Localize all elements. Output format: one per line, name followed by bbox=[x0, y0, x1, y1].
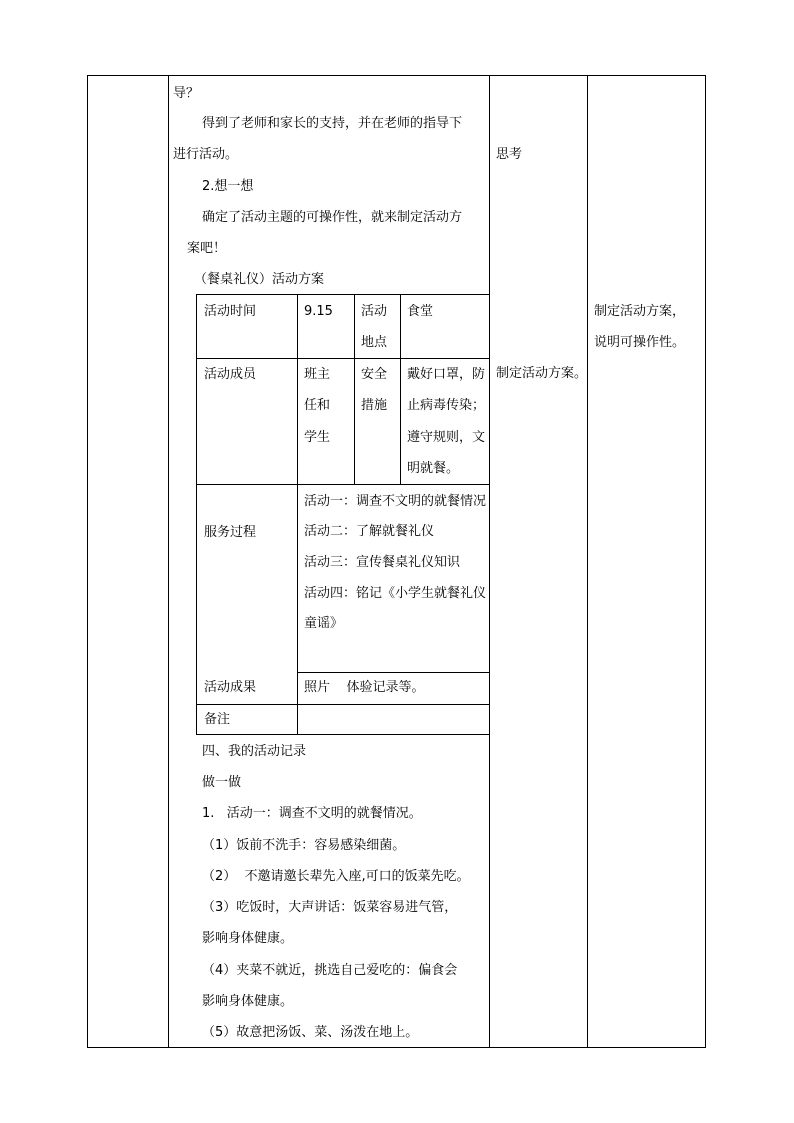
cell-label-safety: 措施 bbox=[361, 398, 388, 413]
column-divider-1 bbox=[168, 76, 169, 1047]
process-item: 活动三：宣传餐桌礼仪知识 bbox=[304, 555, 461, 570]
cell-value-safety: 明就餐。 bbox=[407, 461, 460, 476]
cell-label-place: 地点 bbox=[361, 335, 388, 350]
cell-value-time: 9.15 bbox=[304, 304, 333, 319]
section-heading-do: 做一做 bbox=[202, 775, 242, 790]
process-item: 童谣》 bbox=[304, 616, 344, 631]
table-border bbox=[197, 484, 489, 485]
list-item: 影响身体健康。 bbox=[202, 994, 294, 1009]
activity-plan-table bbox=[196, 294, 489, 735]
cell-label-time: 活动时间 bbox=[204, 304, 257, 319]
design-note: 说明可操作性。 bbox=[594, 335, 686, 350]
list-item: （4）夹菜不就近，挑选自己爱吃的：偏食会 bbox=[202, 963, 458, 978]
list-item: 影响身体健康。 bbox=[202, 931, 294, 946]
column-divider-2 bbox=[489, 76, 490, 1047]
list-item: 1. 活动一：调查不文明的就餐情况。 bbox=[202, 806, 422, 821]
cell-label-safety: 安全 bbox=[361, 367, 388, 382]
table-border bbox=[297, 672, 489, 673]
cell-label-remarks: 备注 bbox=[204, 712, 231, 727]
process-item: 活动一：调查不文明的就餐情况 bbox=[304, 494, 487, 509]
cell-value-result: 照片 体验记录等。 bbox=[304, 680, 425, 695]
text-line: 导？ bbox=[173, 86, 200, 101]
cell-value-members: 任和 bbox=[304, 398, 331, 413]
table-border bbox=[197, 358, 489, 359]
list-item: （2） 不邀请邀长辈先入座,可口的饭菜先吃。 bbox=[202, 869, 470, 884]
cell-label-result: 活动成果 bbox=[204, 680, 257, 695]
table-border bbox=[354, 295, 355, 484]
section-heading-record: 四、我的活动记录 bbox=[202, 744, 307, 759]
cell-label-process: 服务过程 bbox=[204, 525, 257, 540]
process-item: 活动二：了解就餐礼仪 bbox=[304, 524, 435, 539]
table-border bbox=[197, 704, 489, 705]
table-border bbox=[297, 295, 298, 735]
cell-value-safety: 遵守规则，文 bbox=[407, 430, 486, 445]
section-heading-think: 2.想一想 bbox=[202, 179, 254, 194]
text-line: 进行活动。 bbox=[173, 147, 239, 162]
table-border bbox=[400, 295, 401, 484]
student-activity-plan: 制定活动方案。 bbox=[496, 366, 588, 381]
text-line: 得到了老师和家长的支持，并在老师的指导下 bbox=[202, 116, 463, 131]
process-item: 活动四：铭记《小学生就餐礼仪 bbox=[304, 586, 487, 601]
student-activity-think: 思考 bbox=[496, 147, 523, 162]
list-item: （3）吃饭时，大声讲话：饭菜容易进气管， bbox=[202, 900, 458, 915]
text-line: 案吧！ bbox=[187, 241, 227, 256]
column-divider-3 bbox=[587, 76, 588, 1047]
cell-value-members: 学生 bbox=[304, 430, 331, 445]
list-item: （5）故意把汤饭、菜、汤泼在地上。 bbox=[202, 1025, 419, 1040]
cell-value-members: 班主 bbox=[304, 367, 331, 382]
text-line: 确定了活动主题的可操作性，就来制定活动方 bbox=[202, 210, 463, 225]
cell-value-safety: 戴好口罩，防 bbox=[407, 367, 486, 382]
list-item: （1）饭前不洗手：容易感染细菌。 bbox=[202, 838, 406, 853]
cell-value-place: 食堂 bbox=[407, 304, 434, 319]
cell-label-place: 活动 bbox=[361, 304, 388, 319]
plan-title: （餐桌礼仪）活动方案 bbox=[194, 272, 325, 287]
design-note: 制定活动方案， bbox=[594, 304, 686, 319]
cell-value-safety: 止病毒传染； bbox=[407, 398, 486, 413]
cell-label-members: 活动成员 bbox=[204, 367, 257, 382]
